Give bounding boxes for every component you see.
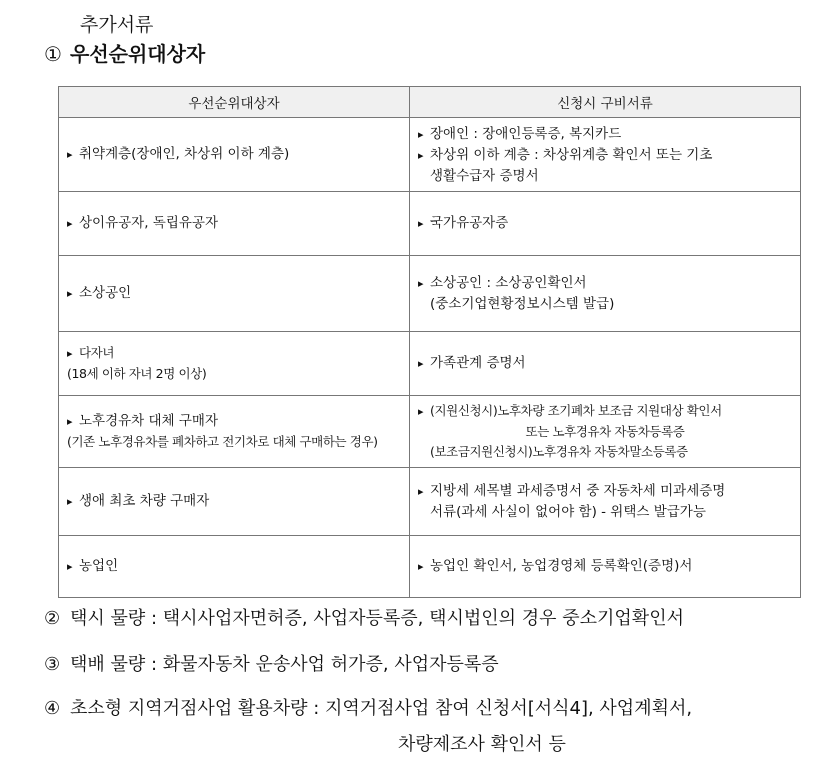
target-text: ▸ 소상공인 xyxy=(67,283,401,304)
documents-cell xyxy=(410,192,801,256)
table-row xyxy=(59,118,801,192)
note-number: ② xyxy=(44,608,61,629)
table-row xyxy=(59,468,801,536)
document-line: 생활수급자 증명서 xyxy=(430,167,539,184)
document-line: ▸ (지원신청시)노후차량 조기폐차 보조금 지원대상 확인서 xyxy=(418,401,792,422)
target-text: ▸ 취약계층(장애인, 차상위 이하 계층) xyxy=(67,144,401,165)
target-cell xyxy=(59,332,410,396)
target-cell xyxy=(59,192,410,256)
table-row xyxy=(59,192,801,256)
table-header-row xyxy=(59,87,801,118)
target-text: ▸ 노후경유차 대체 구매자 xyxy=(67,411,401,432)
priority-documents-table xyxy=(58,86,801,598)
note-taxi xyxy=(44,604,684,630)
target-cell xyxy=(59,118,410,192)
note-delivery xyxy=(44,650,499,676)
item1-title: 우선순위대상자 xyxy=(70,42,206,66)
item1-number: ① xyxy=(44,42,62,66)
table-row xyxy=(59,332,801,396)
documents-cell xyxy=(410,468,801,536)
note-micro-vehicle-continuation: 차량제조사 확인서 등 xyxy=(398,734,566,755)
table-row xyxy=(59,396,801,468)
target-cell xyxy=(59,256,410,332)
target-subtext: (18세 이하 자녀 2명 이상) xyxy=(67,366,207,381)
document-line: (중소기업현황정보시스템 발급) xyxy=(430,296,615,312)
item1-heading xyxy=(44,38,205,67)
note-text: 초소형 지역거점사업 활용차량 : 지역거점사업 참여 신청서[서식4], 사업계획서, xyxy=(70,698,693,719)
target-text: ▸ 생애 최초 차량 구매자 xyxy=(67,491,401,512)
target-text: ▸ 다자녀 xyxy=(67,343,401,364)
document-line: ▸ 농업인 확인서, 농업경영체 등록확인(증명)서 xyxy=(418,556,792,577)
document-line: ▸ 차상위 이하 계층 : 차상위계층 확인서 또는 기초 xyxy=(418,145,792,166)
document-line: ▸ 장애인 : 장애인등록증, 복지카드 xyxy=(418,124,792,145)
document-line: ▸ 소상공인 : 소상공인확인서 xyxy=(418,273,792,294)
note-micro-vehicle xyxy=(44,694,692,720)
header-target: 우선순위대상자 xyxy=(59,87,410,118)
note-number: ④ xyxy=(44,698,61,719)
note-text: 택시 물량 : 택시사업자면허증, 사업자등록증, 택시법인의 경우 중소기업확인서 xyxy=(70,608,684,629)
documents-cell xyxy=(410,536,801,598)
document-line: 또는 노후경유차 자동차등록증 xyxy=(525,424,685,439)
document-line: 서류(과세 사실이 없어야 함) - 위택스 발급가능 xyxy=(430,504,706,520)
header-documents: 신청시 구비서류 xyxy=(410,87,801,118)
target-cell xyxy=(59,396,410,468)
table-row xyxy=(59,536,801,598)
target-text: ▸ 상이유공자, 독립유공자 xyxy=(67,213,401,234)
document-line: ▸ 가족관계 증명서 xyxy=(418,353,792,374)
documents-cell xyxy=(410,118,801,192)
document-line: (보조금지원신청시)노후경유차 자동차말소등록증 xyxy=(430,444,688,459)
documents-cell xyxy=(410,256,801,332)
document-line: ▸ 지방세 세목별 과세증명서 중 자동차세 미과세증명 xyxy=(418,481,792,502)
target-cell xyxy=(59,468,410,536)
section-heading: 추가서류 xyxy=(80,14,154,36)
documents-cell xyxy=(410,396,801,468)
note-text: 택배 물량 : 화물자동차 운송사업 허가증, 사업자등록증 xyxy=(70,654,499,675)
documents-cell xyxy=(410,332,801,396)
target-text: ▸ 농업인 xyxy=(67,556,401,577)
target-cell xyxy=(59,536,410,598)
table-row xyxy=(59,256,801,332)
target-subtext: (기존 노후경유차를 폐차하고 전기차로 대체 구매하는 경우) xyxy=(67,434,378,449)
document-line: ▸ 국가유공자증 xyxy=(418,213,792,234)
note-number: ③ xyxy=(44,654,61,675)
